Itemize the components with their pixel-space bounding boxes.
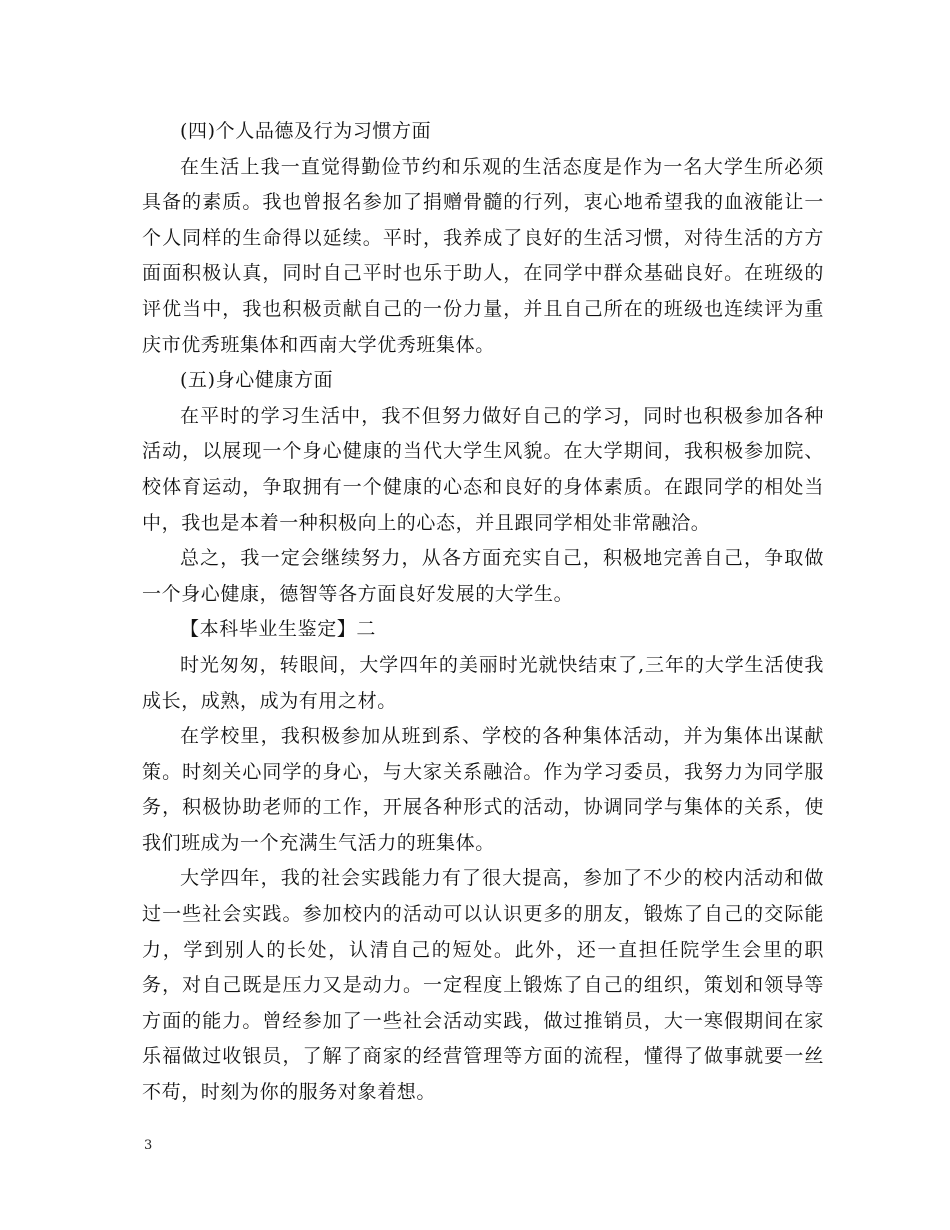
paragraph-time-passing: 时光匆匆，转眼间，大学四年的美丽时光就快结束了,三年的大学生活使我成长，成熟，成为有用之材。: [142, 653, 824, 712]
section-heading-physical-mental-health: (五)身心健康方面: [180, 369, 334, 392]
paragraph-physical-mental-health: 在平时的学习生活中，我不但努力做好自己的学习，同时也积极参加各种活动，以展现一个身心健康的当代大学生风貌。在大学期间，我积极参加院、校体育运动，争取拥有一个健康的心态和良好的身体素质。在跟同学的相处当中，我也是本着一种积极向上的心态，并且跟同学相处非常融洽。: [142, 404, 824, 534]
section-heading-personal-conduct: (四)个人品德及行为习惯方面: [180, 120, 432, 142]
paragraph-school-activities: 在学校里，我积极参加从班到系、学校的各种集体活动，并为集体出谋献策。时刻关心同学的身心，与大家关系融洽。作为学习委员，我努力为同学服务，积极协助老师的工作，开展各种形式的活动，协调同学与集体的关系，使我们班成为一个充满生气活力的班集体。: [142, 725, 824, 854]
paragraph-personal-conduct: 在生活上我一直觉得勤俭节约和乐观的生活态度是作为一名大学生所必须具备的素质。我也曾报名参加了捐赠骨髓的行列，衷心地希望我的血液能让一个人同样的生命得以延续。平时，我养成了良好的生活习惯，对待生活的方方面面积极认真，同时自己平时也乐于助人，在同学中群众基础良好。在班级的评优当中，我也积极贡献自己的一份力量，并且自己所在的班级也连续评为重庆市优秀班集体和西南大学优秀班集体。: [142, 155, 824, 356]
section-heading-graduate-appraisal-two: 【本科毕业生鉴定】二: [180, 618, 377, 641]
document-body: [142, 114, 824, 1111]
paragraph-conclusion: 总之，我一定会继续努力，从各方面充实自己，积极地完善自己，争取做一个身心健康，德智等各方面良好发展的大学生。: [142, 547, 824, 605]
page-number: 3: [144, 1138, 153, 1153]
paragraph-social-practice: 大学四年，我的社会实践能力有了很大提高，参加了不少的校内活动和做过一些社会实践。参加校内的活动可以认识更多的朋友，锻炼了自己的交际能力，学到别人的长处，认清自己的短处。此外，还一直担任院学生会里的职务，对自己既是压力又是动力。一定程度上锻炼了自己的组织，策划和领导等方面的能力。曾经参加了一些社会活动实践，做过推销员，大一寒假期间在家乐福做过收银员，了解了商家的经营管理等方面的流程，懂得了做事就要一丝不苟，时刻为你的服务对象着想。: [142, 867, 824, 1104]
